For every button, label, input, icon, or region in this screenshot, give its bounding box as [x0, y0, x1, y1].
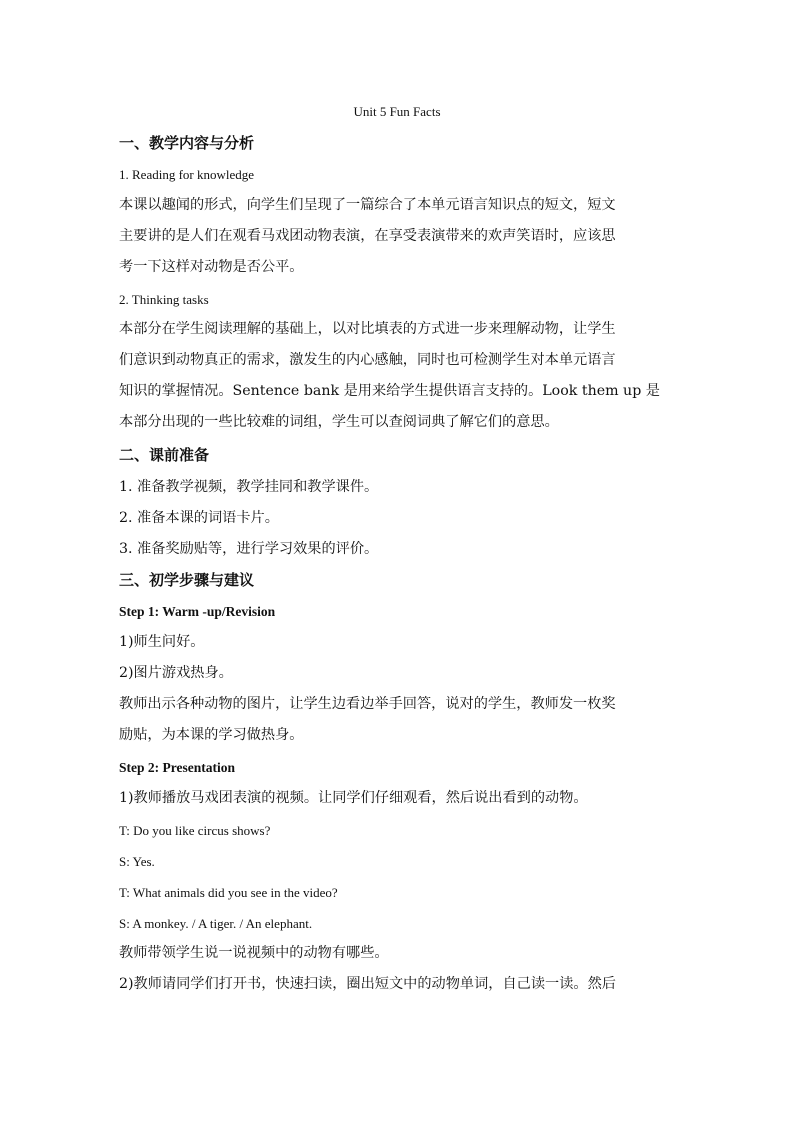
paragraph-line: 主要讲的是人们在观看马戏团动物表演，在享受表演带来的欢声笑语时，应该思 [119, 228, 616, 244]
paragraph-line: 知识的掌握情况。Sentence bank 是用来给学生提供语言支持的。Look them up 是 [119, 383, 660, 399]
dialogue-line: T: Do you like circus shows? [119, 823, 271, 838]
step-line: 教师出示各种动物的图片，让学生边看边举手回答，说对的学生，教师发一枚奖 [119, 696, 616, 712]
list-item: 1. 准备教学视频，教学挂同和教学课件。 [119, 479, 379, 495]
list-item: 3. 准备奖励贴等，进行学习效果的评价。 [119, 541, 379, 557]
paragraph-line: 本部分在学生阅读理解的基础上，以对比填表的方式进一步来理解动物，让学生 [119, 321, 616, 337]
step-line: 2)图片游戏热身。 [119, 665, 233, 681]
step-line: 教师带领学生说一说视频中的动物有哪些。 [119, 945, 389, 961]
step-line: 励贴，为本课的学习做热身。 [119, 727, 304, 743]
dialogue-line: T: What animals did you see in the video? [119, 885, 338, 900]
step-line: 1)教师播放马戏团表演的视频。让同学们仔细观看，然后说出看到的动物。 [119, 790, 588, 806]
paragraph-line: 们意识到动物真正的需求，激发生的内心感触，同时也可检测学生对本单元语言 [119, 352, 616, 368]
document-title: Unit 5 Fun Facts [353, 104, 441, 119]
step-label-warmup: Step 1: Warm -up/Revision [119, 604, 276, 619]
step-label-presentation: Step 2: Presentation [119, 760, 235, 775]
section-heading-preparation: 二、课前准备 [119, 446, 210, 464]
paragraph-line: 本课以趣闻的形式，向学生们呈现了一篇综合了本单元语言知识点的短文，短文 [119, 197, 616, 213]
section-heading-steps: 三、初学步骤与建议 [119, 571, 255, 589]
step-line: 1)师生问好。 [119, 634, 205, 650]
dialogue-line: S: A monkey. / A tiger. / An elephant. [119, 916, 313, 931]
paragraph-line: 本部分出现的一些比较难的词组，学生可以查阅词典了解它们的意思。 [119, 414, 559, 430]
paragraph-line: 考一下这样对动物是否公平。 [119, 259, 304, 275]
dialogue-line: S: Yes. [119, 854, 155, 869]
item-label-thinking: 2. Thinking tasks [119, 292, 209, 307]
list-item: 2. 准备本课的词语卡片。 [119, 510, 279, 526]
step-line: 2)教师请同学们打开书，快速扫读，圈出短文中的动物单词，自己读一读。然后 [119, 976, 616, 992]
section-heading-content-analysis: 一、教学内容与分析 [119, 134, 255, 152]
item-label-reading: 1. Reading for knowledge [119, 167, 255, 182]
